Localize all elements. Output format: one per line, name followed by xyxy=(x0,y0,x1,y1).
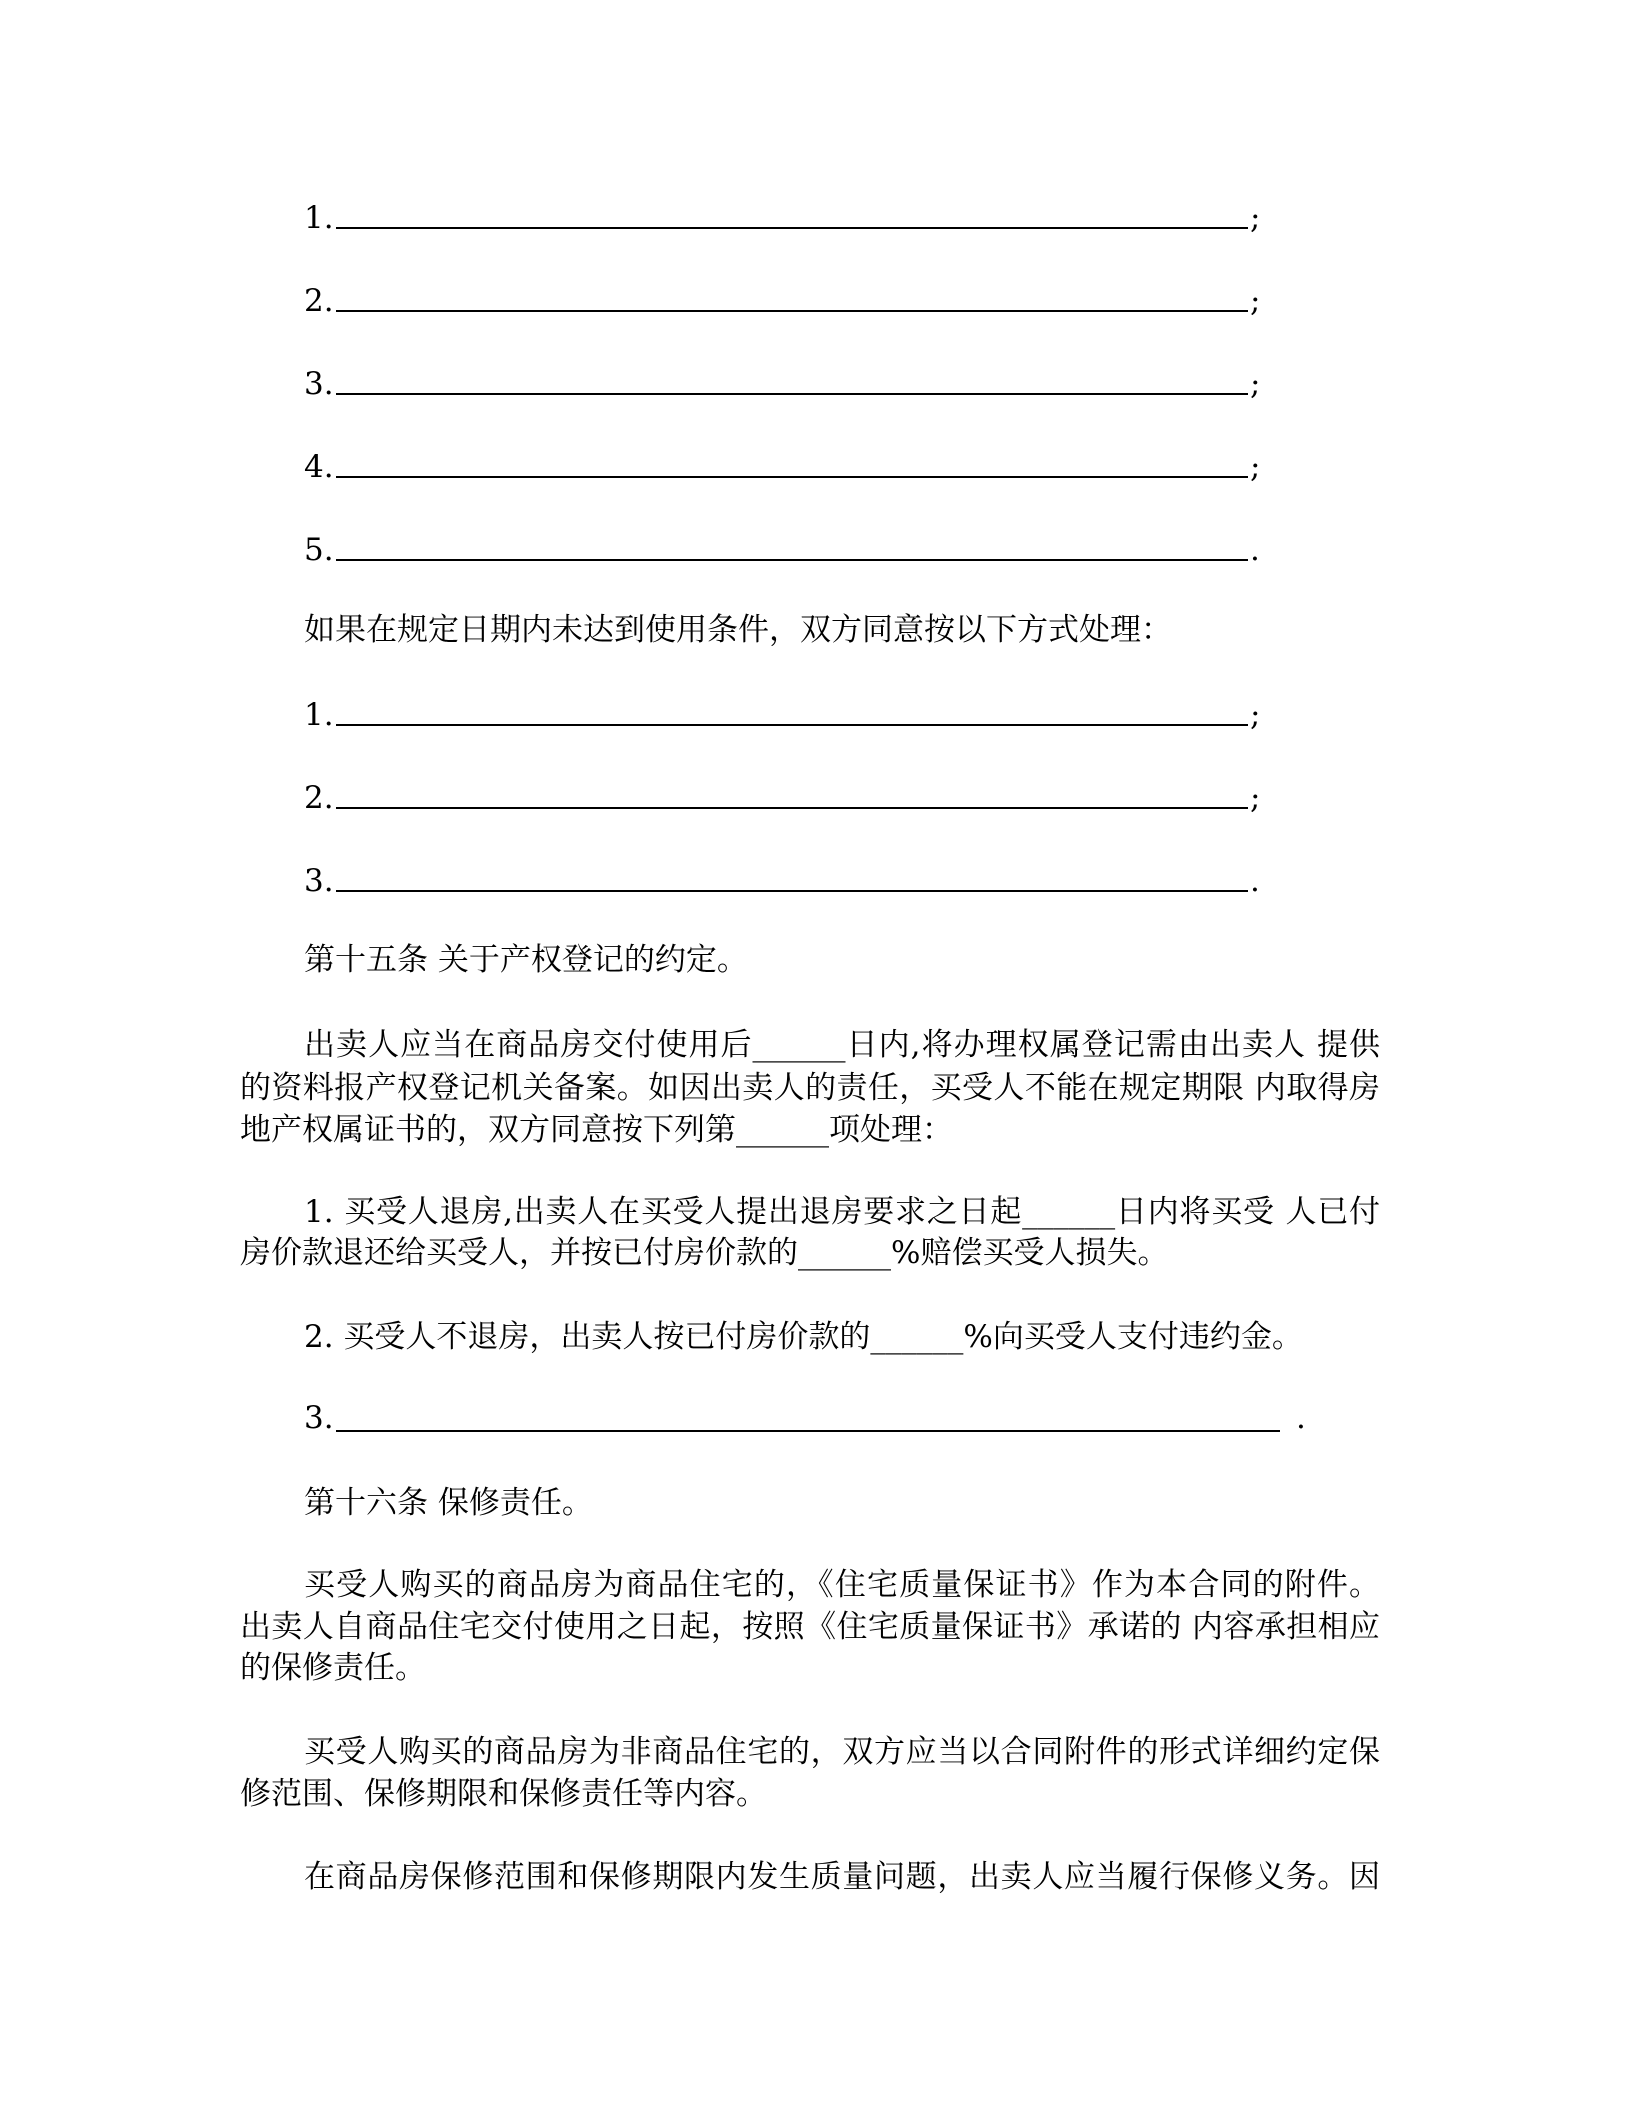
paragraph-line: 的资料报产权登记机关备案。如因出卖人的责任，买受人不能在规定期限 内取得房 xyxy=(240,1070,1380,1106)
paragraph-line: 1. 买受人退房,出卖人在买受人提出退房要求之日起______日内将买受 人已付 xyxy=(304,1194,1380,1230)
list-end-punct: ; xyxy=(1250,449,1261,485)
fill-in-blank-line[interactable] xyxy=(336,890,1248,892)
list-number: 1. xyxy=(304,697,334,733)
list-end-punct: . xyxy=(1296,1400,1306,1436)
list-number: 3. xyxy=(304,366,334,402)
list-end-punct: ; xyxy=(1250,200,1261,236)
paragraph-line: 修范围、保修期限和保修责任等内容。 xyxy=(240,1776,767,1812)
list-end-punct: ; xyxy=(1250,366,1261,402)
fill-in-blank-line[interactable] xyxy=(336,559,1248,561)
fill-in-blank-line[interactable] xyxy=(336,393,1248,395)
paragraph-line: 买受人购买的商品房为非商品住宅的，双方应当以合同附件的形式详细约定保 xyxy=(304,1734,1380,1770)
fill-in-blank-line[interactable] xyxy=(336,724,1248,726)
article-15-option-2: 2. 买受人不退房，出卖人按已付房价款的______%向买受人支付违约金。 xyxy=(304,1319,1303,1355)
list-end-punct: . xyxy=(1250,532,1260,568)
paragraph-line: 地产权属证书的，双方同意按下列第______项处理： xyxy=(240,1112,953,1148)
article-15-heading: 第十五条 关于产权登记的约定。 xyxy=(304,942,748,978)
list-end-punct: . xyxy=(1250,863,1260,899)
paragraph-line: 的保修责任。 xyxy=(240,1650,426,1686)
paragraph-line: 在商品房保修范围和保修期限内发生质量问题，出卖人应当履行保修义务。因 xyxy=(304,1859,1380,1895)
fill-in-blank-line[interactable] xyxy=(336,807,1248,809)
list-number: 3. xyxy=(304,1400,334,1436)
list-end-punct: ; xyxy=(1250,780,1261,816)
fill-in-blank-line[interactable] xyxy=(336,1430,1280,1432)
list-number: 4. xyxy=(304,449,334,485)
list-number: 3. xyxy=(304,863,334,899)
paragraph-line: 房价款退还给买受人，并按已付房价款的______%赔偿买受人损失。 xyxy=(240,1235,1169,1271)
paragraph-line: 买受人购买的商品房为商品住宅的，《住宅质量保证书》作为本合同的附件。 xyxy=(304,1567,1380,1603)
article-16-heading: 第十六条 保修责任。 xyxy=(304,1485,593,1521)
paragraph-line: 出卖人应当在商品房交付使用后______日内,将办理权属登记需由出卖人 提供 xyxy=(304,1027,1380,1063)
list-number: 1. xyxy=(304,200,334,236)
fill-in-blank-line[interactable] xyxy=(336,227,1248,229)
list-number: 2. xyxy=(304,780,334,816)
list-end-punct: ; xyxy=(1250,283,1261,319)
paragraph-line: 出卖人自商品住宅交付使用之日起，按照《住宅质量保证书》承诺的 内容承担相应 xyxy=(240,1609,1380,1645)
list-number: 5. xyxy=(304,532,334,568)
list-number: 2. xyxy=(304,283,334,319)
fill-in-blank-line[interactable] xyxy=(336,310,1248,312)
list-end-punct: ; xyxy=(1250,697,1261,733)
fallback-intro: 如果在规定日期内未达到使用条件，双方同意按以下方式处理： xyxy=(304,612,1172,648)
fill-in-blank-line[interactable] xyxy=(336,476,1248,478)
